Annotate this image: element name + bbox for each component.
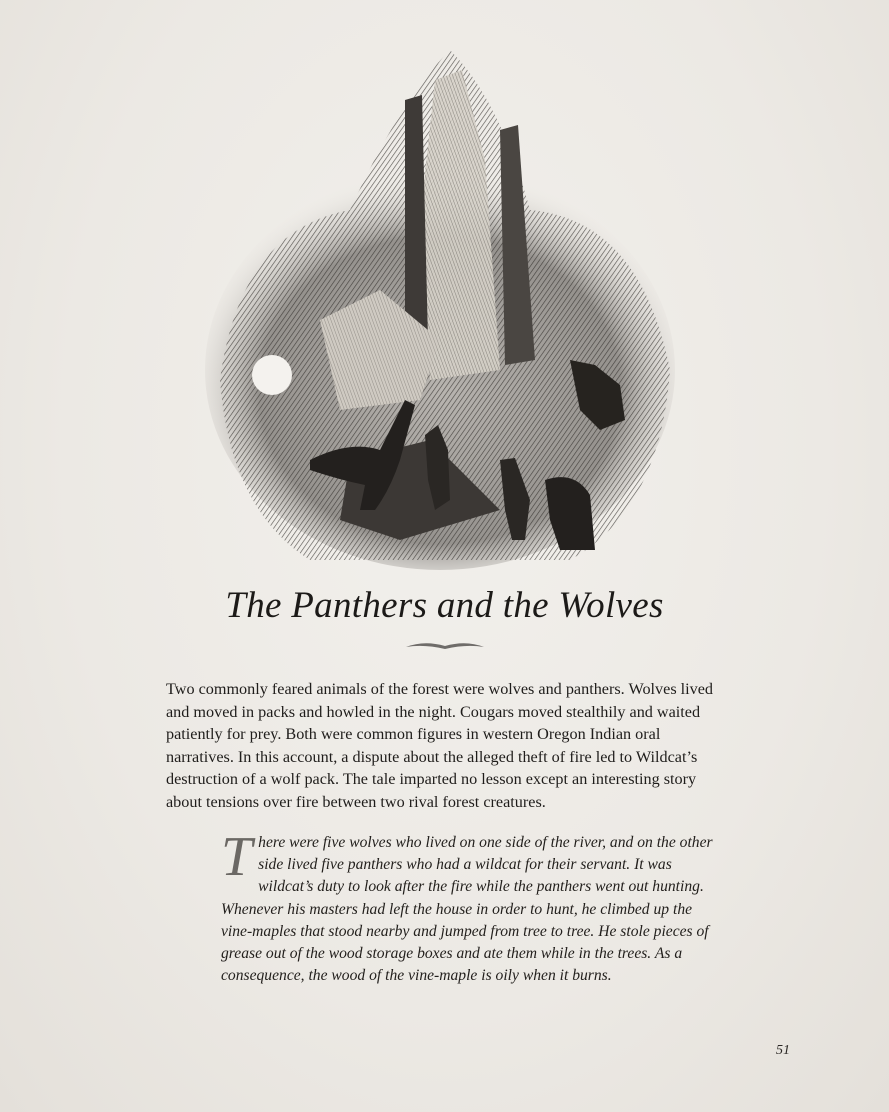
flourish-divider-icon	[404, 638, 486, 652]
intro-paragraph: Two commonly feared animals of the forest were wolves and panthers. Wolves lived and moved in packs and howled in the night. Cougars moved stealthily and waited patiently for prey. Both were common figures in western Oregon Indian oral narratives. In this account, a dispute about the alleged theft of fire led to Wildcat’s destruction of a wolf pack. The tale imparted no lesson except an interesting story about tensions over fire between two rival forest creatures.	[166, 680, 714, 811]
page-number: 51	[776, 1043, 790, 1058]
story-excerpt	[221, 826, 721, 987]
story-text: here were five wolves who lived on one side of the river, and on the other side lived five panthers who had a wildcat for their servant. It was wildcat’s duty to look after the fire while the panthers went out hunting. Whenever his masters had left the house in order to hunt, he climbed up the vine-maples that stood nearby and jumped from tree to tree. He stole pieces of grease out of the wood storage boxes and ate them while in the trees. As a consequence, the wood of the vine-maple is oily when it burns.	[221, 834, 713, 985]
drop-cap: T	[221, 826, 253, 888]
chapter-title: The Panthers and the Wolves	[225, 585, 664, 626]
wolves-in-forest-engraving-icon	[200, 40, 680, 570]
